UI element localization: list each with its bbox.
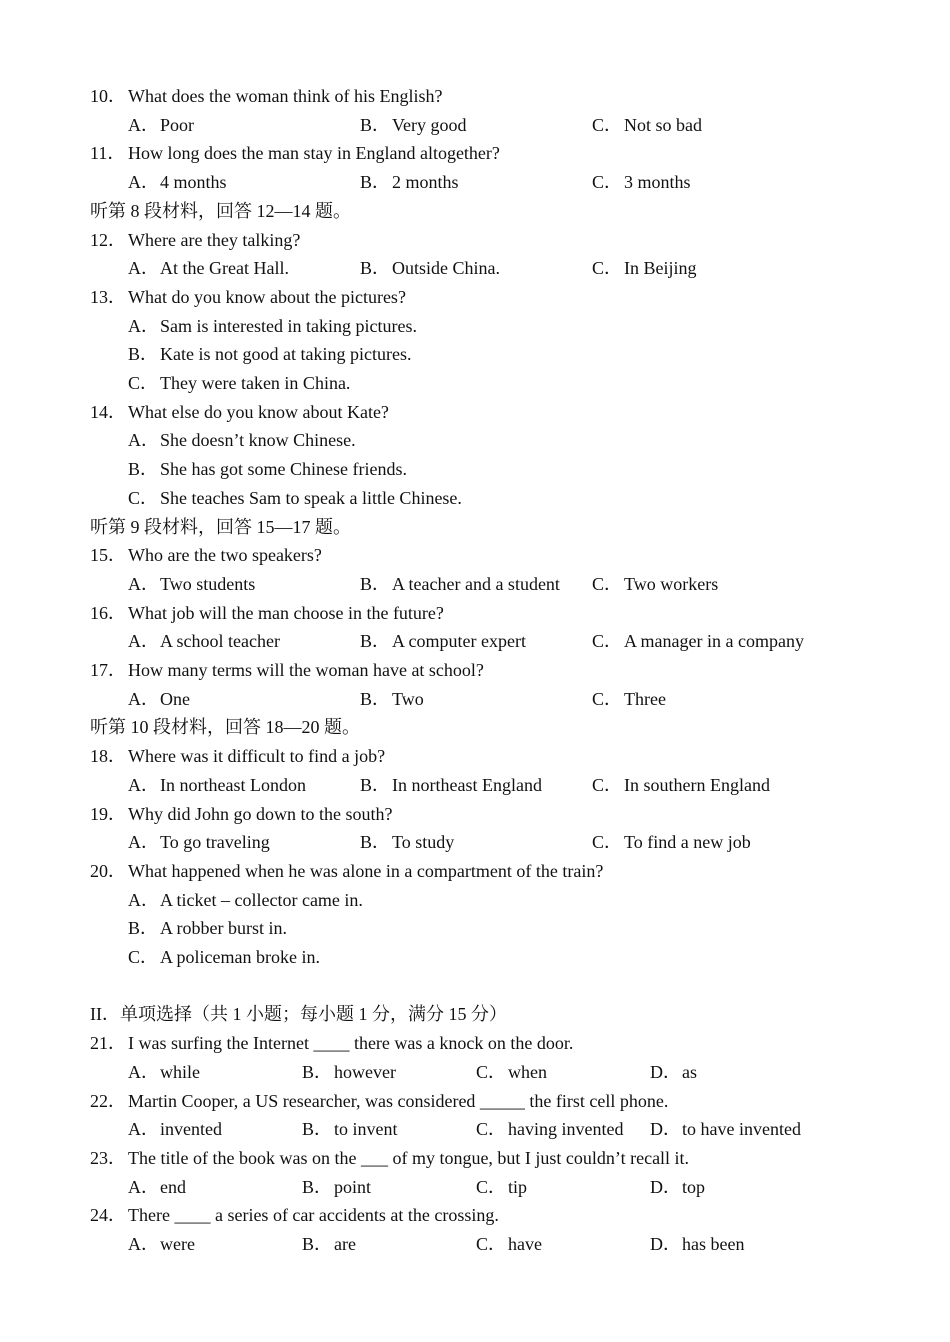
option-letter: D． bbox=[650, 1061, 681, 1082]
option-text: however bbox=[334, 1061, 396, 1082]
option-letter: B． bbox=[128, 344, 159, 365]
question-21-stem bbox=[90, 1029, 573, 1057]
listening-instruction: 听第 10 段材料，回答 18—20 题。 bbox=[90, 717, 360, 738]
question-21-option-d bbox=[650, 1058, 697, 1086]
section-title: II．单项选择（共 1 小题；每小题 1 分，满分 15 分） bbox=[90, 1004, 507, 1025]
option-text: In northeast England bbox=[392, 774, 542, 795]
option-text: A computer expert bbox=[392, 631, 526, 652]
question-11-option-b bbox=[360, 168, 459, 196]
option-text: to invent bbox=[334, 1119, 398, 1140]
question-text: The title of the book was on the ___ of my tongue, but I just couldn’t recall it. bbox=[128, 1147, 690, 1168]
option-letter: B． bbox=[360, 258, 391, 279]
question-number: 24． bbox=[90, 1205, 126, 1226]
option-text: She has got some Chinese friends. bbox=[160, 459, 407, 480]
option-text: A manager in a company bbox=[624, 631, 804, 652]
question-19-option-a bbox=[128, 828, 270, 856]
question-24-option-a bbox=[128, 1230, 195, 1258]
option-text: are bbox=[334, 1234, 356, 1254]
option-letter: A． bbox=[128, 1234, 159, 1254]
option-letter: A． bbox=[128, 258, 159, 279]
option-letter: C． bbox=[592, 774, 623, 795]
option-letter: A． bbox=[128, 1176, 159, 1197]
option-letter: C． bbox=[476, 1176, 507, 1197]
question-24-option-c bbox=[476, 1230, 542, 1258]
question-19-stem bbox=[90, 800, 392, 828]
question-10-option-a bbox=[128, 111, 194, 139]
option-text: invented bbox=[160, 1119, 222, 1140]
question-number: 18． bbox=[90, 746, 126, 767]
option-letter: D． bbox=[650, 1176, 681, 1197]
option-text: Three bbox=[624, 688, 666, 709]
question-number: 10． bbox=[90, 86, 126, 106]
question-17-option-b bbox=[360, 685, 424, 713]
question-number: 11． bbox=[90, 143, 126, 164]
question-text: How many terms will the woman have at school? bbox=[128, 660, 484, 680]
question-text: Martin Cooper, a US researcher, was considered _____ the first cell phone. bbox=[128, 1090, 669, 1111]
option-text: having invented bbox=[508, 1119, 624, 1140]
question-text: What else do you know about Kate? bbox=[128, 401, 389, 422]
question-24-option-b bbox=[302, 1230, 356, 1258]
question-16-option-a bbox=[128, 627, 280, 655]
question-19-option-c bbox=[592, 828, 751, 856]
question-15-option-a bbox=[128, 570, 255, 598]
question-23-option-c bbox=[476, 1173, 527, 1201]
option-letter: B． bbox=[302, 1234, 333, 1254]
option-text: To study bbox=[392, 832, 455, 853]
question-12-option-c bbox=[592, 254, 697, 282]
question-number: 14． bbox=[90, 401, 126, 422]
question-text: How long does the man stay in England altogether? bbox=[128, 143, 500, 164]
question-11-option-a bbox=[128, 168, 227, 196]
option-letter: D． bbox=[650, 1119, 681, 1140]
question-24-stem bbox=[90, 1201, 499, 1229]
option-letter: C． bbox=[592, 832, 623, 853]
question-13-stem bbox=[90, 283, 406, 311]
question-20-option-c bbox=[128, 943, 320, 971]
question-12-option-b bbox=[360, 254, 500, 282]
option-letter: C． bbox=[592, 114, 623, 135]
option-text: 2 months bbox=[392, 172, 459, 193]
option-letter: A． bbox=[128, 631, 159, 652]
question-11-option-c bbox=[592, 168, 691, 196]
option-letter: B． bbox=[360, 114, 391, 135]
option-text: were bbox=[160, 1234, 195, 1254]
option-letter: A． bbox=[128, 573, 159, 594]
option-text: Two workers bbox=[624, 573, 719, 594]
option-letter: B． bbox=[128, 459, 159, 480]
question-21-option-b bbox=[302, 1058, 396, 1086]
question-18-option-c bbox=[592, 771, 770, 799]
option-text: while bbox=[160, 1061, 200, 1082]
option-text: when bbox=[508, 1061, 547, 1082]
question-14-option-a bbox=[128, 426, 356, 454]
option-text: She doesn’t know Chinese. bbox=[160, 430, 356, 451]
option-letter: A． bbox=[128, 889, 159, 910]
question-16-stem bbox=[90, 599, 444, 627]
question-23-option-d bbox=[650, 1173, 705, 1201]
question-24-option-d bbox=[650, 1230, 744, 1258]
question-text: What do you know about the pictures? bbox=[128, 286, 406, 307]
option-text: Very good bbox=[392, 114, 467, 135]
question-text: What happened when he was alone in a compartment of the train? bbox=[128, 860, 604, 881]
option-letter: A． bbox=[128, 832, 159, 853]
question-text: What job will the man choose in the future? bbox=[128, 602, 444, 623]
option-text: has been bbox=[682, 1234, 745, 1254]
option-letter: C． bbox=[476, 1119, 507, 1140]
question-11-stem bbox=[90, 139, 500, 167]
question-14-option-c bbox=[128, 484, 462, 512]
question-15-stem bbox=[90, 541, 322, 569]
option-text: have bbox=[508, 1234, 542, 1254]
option-text: Not so bad bbox=[624, 114, 702, 135]
question-19-option-b bbox=[360, 828, 454, 856]
question-16-option-c bbox=[592, 627, 804, 655]
question-number: 21． bbox=[90, 1033, 126, 1054]
option-letter: A． bbox=[128, 114, 159, 135]
question-17-option-a bbox=[128, 685, 190, 713]
question-21-option-c bbox=[476, 1058, 547, 1086]
question-20-stem bbox=[90, 857, 603, 885]
option-letter: C． bbox=[592, 573, 623, 594]
option-text: 3 months bbox=[624, 172, 691, 193]
option-text: One bbox=[160, 688, 190, 709]
question-number: 13． bbox=[90, 286, 126, 307]
option-text: Sam is interested in taking pictures. bbox=[160, 315, 417, 336]
option-letter: B． bbox=[360, 172, 391, 193]
option-letter: C． bbox=[128, 487, 159, 508]
option-letter: A． bbox=[128, 315, 159, 336]
option-letter: A． bbox=[128, 1061, 159, 1082]
question-15-option-c bbox=[592, 570, 718, 598]
option-letter: B． bbox=[302, 1176, 333, 1197]
option-letter: C． bbox=[592, 258, 623, 279]
option-letter: B． bbox=[360, 631, 391, 652]
question-22-option-c bbox=[476, 1115, 623, 1143]
question-10-stem bbox=[90, 82, 442, 110]
option-text: Poor bbox=[160, 114, 195, 135]
option-letter: C． bbox=[128, 947, 159, 967]
question-20-option-b bbox=[128, 914, 287, 942]
question-number: 12． bbox=[90, 229, 126, 250]
question-number: 17． bbox=[90, 660, 126, 680]
question-text: Who are the two speakers? bbox=[128, 545, 322, 566]
option-text: To go traveling bbox=[160, 832, 270, 853]
question-22-option-b bbox=[302, 1115, 398, 1143]
question-number: 20． bbox=[90, 860, 126, 881]
option-letter: B． bbox=[302, 1061, 333, 1082]
question-18-option-b bbox=[360, 771, 542, 799]
question-12-stem bbox=[90, 226, 300, 254]
question-20-option-a bbox=[128, 886, 363, 914]
question-18-stem bbox=[90, 742, 385, 770]
option-letter: D． bbox=[650, 1234, 681, 1254]
question-13-option-a bbox=[128, 312, 417, 340]
option-text: In southern England bbox=[624, 774, 770, 795]
question-text: Why did John go down to the south? bbox=[128, 803, 393, 824]
option-text: as bbox=[682, 1061, 697, 1082]
option-text: Two bbox=[392, 688, 424, 709]
question-text: There ____ a series of car accidents at the crossing. bbox=[128, 1205, 499, 1226]
question-text: I was surfing the Internet ____ there was a knock on the door. bbox=[128, 1033, 574, 1054]
option-letter: A． bbox=[128, 430, 159, 451]
question-10-option-c bbox=[592, 111, 702, 139]
option-text: point bbox=[334, 1176, 372, 1197]
option-text: To find a new job bbox=[624, 832, 751, 853]
option-letter: C． bbox=[592, 631, 623, 652]
question-22-option-d bbox=[650, 1115, 801, 1143]
option-text: A policeman broke in. bbox=[160, 947, 320, 967]
question-12-option-a bbox=[128, 254, 289, 282]
question-13-option-b bbox=[128, 340, 411, 368]
option-letter: C． bbox=[128, 373, 159, 393]
option-text: A school teacher bbox=[160, 631, 280, 652]
listening-instruction: 听第 9 段材料，回答 15—17 题。 bbox=[90, 516, 351, 537]
question-22-option-a bbox=[128, 1115, 222, 1143]
option-letter: A． bbox=[128, 774, 159, 795]
question-23-stem bbox=[90, 1144, 689, 1172]
option-text: to have invented bbox=[682, 1119, 801, 1140]
question-21-option-a bbox=[128, 1058, 200, 1086]
option-letter: A． bbox=[128, 688, 159, 709]
question-15-option-b bbox=[360, 570, 560, 598]
question-17-option-c bbox=[592, 685, 666, 713]
option-text: At the Great Hall. bbox=[160, 258, 289, 279]
option-text: In Beijing bbox=[624, 258, 697, 279]
option-letter: B． bbox=[128, 918, 159, 939]
option-text: A teacher and a student bbox=[392, 573, 560, 594]
question-18-option-a bbox=[128, 771, 306, 799]
question-23-option-b bbox=[302, 1173, 371, 1201]
question-number: 15． bbox=[90, 545, 126, 566]
question-17-stem bbox=[90, 656, 484, 684]
question-14-stem bbox=[90, 398, 389, 426]
question-number: 19． bbox=[90, 803, 126, 824]
option-text: In northeast London bbox=[160, 774, 306, 795]
option-text: A robber burst in. bbox=[160, 918, 287, 939]
option-text: A ticket – collector came in. bbox=[160, 889, 363, 910]
option-text: They were taken in China. bbox=[160, 373, 351, 393]
option-letter: C． bbox=[476, 1061, 507, 1082]
question-number: 16． bbox=[90, 602, 126, 623]
question-13-option-c bbox=[128, 369, 350, 397]
option-letter: B． bbox=[360, 688, 391, 709]
option-letter: C． bbox=[592, 172, 623, 193]
option-text: end bbox=[160, 1176, 186, 1197]
question-text: Where was it difficult to find a job? bbox=[128, 746, 386, 767]
question-number: 23． bbox=[90, 1147, 126, 1168]
option-text: top bbox=[682, 1176, 706, 1197]
option-letter: B． bbox=[360, 832, 391, 853]
question-23-option-a bbox=[128, 1173, 186, 1201]
option-text: She teaches Sam to speak a little Chinese. bbox=[160, 487, 462, 508]
question-10-option-b bbox=[360, 111, 467, 139]
question-22-stem bbox=[90, 1087, 668, 1115]
option-letter: B． bbox=[360, 573, 391, 594]
option-text: 4 months bbox=[160, 172, 227, 193]
option-letter: B． bbox=[302, 1119, 333, 1140]
option-letter: A． bbox=[128, 172, 159, 193]
option-letter: C． bbox=[476, 1234, 507, 1254]
option-text: Kate is not good at taking pictures. bbox=[160, 344, 412, 365]
option-text: Two students bbox=[160, 573, 256, 594]
option-text: Outside China. bbox=[392, 258, 500, 279]
question-text: What does the woman think of his English? bbox=[128, 86, 443, 106]
question-text: Where are they talking? bbox=[128, 229, 301, 250]
option-letter: C． bbox=[592, 688, 623, 709]
option-letter: B． bbox=[360, 774, 391, 795]
option-text: tip bbox=[508, 1176, 528, 1197]
option-letter: A． bbox=[128, 1119, 159, 1140]
listening-instruction: 听第 8 段材料，回答 12—14 题。 bbox=[90, 200, 351, 221]
question-16-option-b bbox=[360, 627, 526, 655]
question-number: 22． bbox=[90, 1090, 126, 1111]
question-14-option-b bbox=[128, 455, 407, 483]
